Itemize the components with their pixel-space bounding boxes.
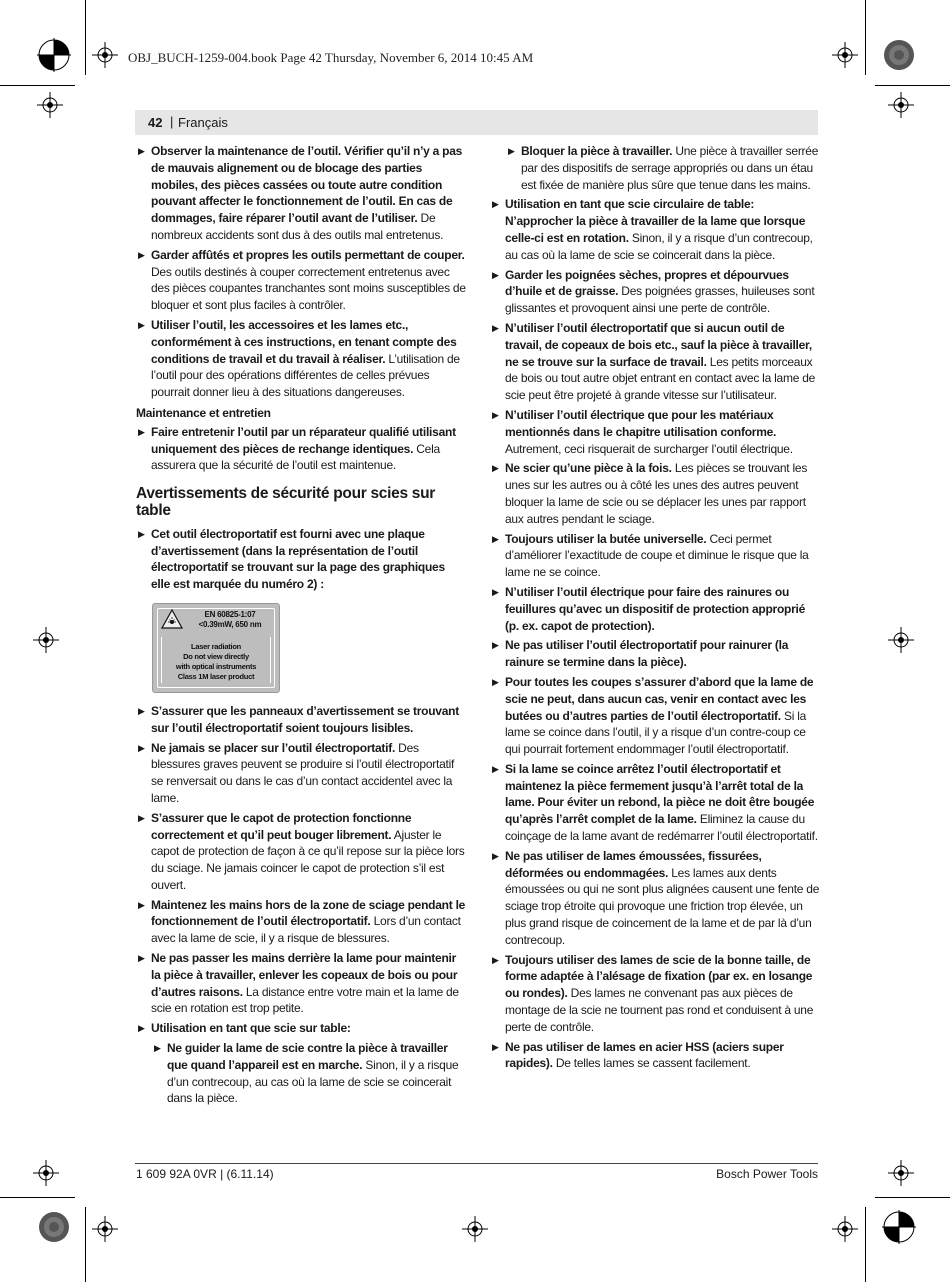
registration-mark-top-left bbox=[37, 38, 71, 72]
safety-sub-item bbox=[152, 1040, 466, 1107]
safety-item bbox=[136, 740, 466, 807]
safety-item bbox=[490, 761, 820, 845]
item-text: Sinon, il y a risque d’un contrecoup, au cas où la lame de scie se coincerait dans la pièce. bbox=[505, 230, 813, 262]
crosshair-mark-upper-left bbox=[37, 92, 63, 118]
print-file-header: OBJ_BUCH-1259-004.book Page 42 Thursday, November 6, 2014 10:45 AM bbox=[128, 50, 534, 65]
safety-item bbox=[136, 424, 466, 474]
item-text: L’utilisation de l’outil pour des opérations différentes de celles prévues pourrait donner lieu à des situations dangereuses. bbox=[151, 351, 460, 400]
item-text: La distance entre votre main et la lame de scie en rotation est trop petite. bbox=[151, 984, 459, 1016]
safety-item bbox=[136, 1020, 466, 1037]
item-text: Autrement, ceci risquerait de surcharger l’outil électrique. bbox=[505, 441, 793, 456]
footer-doc-number: 1 609 92A 0VR | (6.11.14) bbox=[136, 1167, 274, 1181]
safety-item bbox=[490, 407, 820, 457]
laser-warning-icon bbox=[161, 609, 183, 634]
header-separator: | bbox=[170, 114, 174, 129]
safety-item bbox=[490, 674, 820, 758]
footer-brand: Bosch Power Tools bbox=[716, 1167, 818, 1181]
item-text: Des blessures graves peuvent se produire si l’outil électroportatif se renversait ou dans le cas d’un contact accidentel avec la lame. bbox=[151, 740, 455, 805]
crop-line bbox=[865, 1207, 866, 1282]
safety-item bbox=[136, 247, 466, 314]
safety-item bbox=[490, 1039, 820, 1073]
item-bold: Toujours utiliser des lames de scie de la bonne taille, de forme adaptée à l’alésage de fixation (par ex. en losange ou rondes). bbox=[505, 952, 813, 1001]
page-header-band bbox=[135, 110, 818, 135]
crosshair-mark-bottom-left bbox=[92, 1216, 118, 1242]
safety-item bbox=[490, 460, 820, 527]
crop-line bbox=[875, 85, 950, 86]
item-bold: N’utiliser l’outil électrique pour faire des rainures ou feuillures qu’avec un dispositif de protection approprié (p. ex. capot de protection). bbox=[505, 584, 806, 633]
item-text: Cela assurera que la sécurité de l’outil est maintenue. bbox=[151, 441, 440, 473]
crosshair-mark-lower-right bbox=[888, 1160, 914, 1186]
item-bold: Si la lame se coince arrêtez l’outil électroportatif et maintenez la pièce fermement jusqu’à l’arrêt total de la lame. Pour éviter un rebond, la pièce ne doit être bougée qu’après l’arrêt complet de la lame. bbox=[505, 761, 815, 827]
item-text: Des lames ne convenant pas aux pièces de montage de la scie ne tournent pas rond et conduisent à une perte de contrôle. bbox=[505, 986, 814, 1034]
item-text: Les lames aux dents émoussées ou qui ne sont plus alignées causent une fente de sciage trop étroite qui provoque une friction trop élevée, un plus grand risque de coincement de la lame et de par là d’un contrecoup. bbox=[505, 865, 820, 947]
item-bold: Toujours utiliser la butée universelle. bbox=[505, 531, 707, 546]
item-text: Une pièce à travailler serrée par des dispositifs de serrage appropriés ou dans un étau est fixée de manière plus sûre que tenue dans les mains. bbox=[521, 144, 819, 192]
crosshair-mark-mid-left bbox=[33, 627, 59, 653]
language-label: Français bbox=[178, 115, 228, 130]
footer-rule bbox=[135, 1163, 818, 1164]
crosshair-mark-top-right bbox=[832, 42, 858, 68]
item-bold: S’assurer que les panneaux d’avertissement se trouvant sur l’outil électroportatif soient toujours lisibles. bbox=[151, 703, 459, 735]
item-bold: Faire entretenir l’outil par un réparateur qualifié utilisant uniquement des pièces de rechange identiques. bbox=[151, 424, 456, 456]
item-text: De telles lames se cassent facilement. bbox=[552, 1056, 751, 1071]
item-bold: Ne pas utiliser l’outil électroportatif pour rainurer (la rainure se termine dans la pièce). bbox=[505, 638, 789, 670]
item-bold: N’utiliser l’outil électrique que pour les matériaux mentionnés dans le chapitre utilisation conforme. bbox=[505, 407, 777, 439]
crosshair-mark-mid-right bbox=[888, 627, 914, 653]
registration-mark-bottom-left bbox=[37, 1210, 71, 1244]
crosshair-mark-upper-right bbox=[888, 92, 914, 118]
label-warning-line: Class 1M laser product bbox=[177, 671, 255, 681]
registration-mark-bottom-right bbox=[882, 1210, 916, 1244]
label-power: <0.39mW, 650 nm bbox=[198, 619, 262, 629]
crosshair-mark-top-left bbox=[92, 42, 118, 68]
crop-line bbox=[865, 0, 866, 75]
safety-item bbox=[490, 531, 820, 581]
safety-item bbox=[490, 267, 820, 317]
item-bold: Utilisation en tant que scie circulaire de table: N’approcher la pièce à travailler de la lame que lorsque celle-ci est en rotation. bbox=[505, 197, 806, 245]
safety-item bbox=[136, 703, 466, 737]
item-text: Si la lame se coince dans l’outil, il y a risque d’un contre-coup ce qui pourrait fortement endommager l’outil électroportatif. bbox=[505, 708, 807, 757]
item-bold: Ne pas utiliser de lames émoussées, fissurées, déformées ou endommagées. bbox=[505, 848, 762, 880]
item-text: Les pièces se trouvant les unes sur les autres ou à côté les unes des autres peuvent bloquer la lame de scie ou se déplacer les unes par rapport aux autres pendant le sciage. bbox=[505, 461, 808, 526]
crop-line bbox=[85, 1207, 86, 1282]
item-text: Lors d’un contact avec la lame de scie, il y a risque de blessures. bbox=[151, 914, 461, 946]
label-standard-code: EN 60825-1:07 bbox=[204, 609, 256, 619]
item-text: Des poignées grasses, huileuses sont glissantes et provoquent ainsi une perte de contrôle. bbox=[505, 284, 815, 316]
item-bold: Ne jamais se placer sur l’outil électroportatif. bbox=[151, 740, 396, 755]
page-number: 42 bbox=[148, 115, 163, 130]
item-bold: Ne scier qu’une pièce à la fois. bbox=[505, 461, 672, 476]
safety-item bbox=[136, 950, 466, 1017]
safety-item bbox=[490, 584, 820, 634]
item-bold: Utilisation en tant que scie sur table: bbox=[151, 1021, 351, 1036]
crop-line bbox=[0, 85, 75, 86]
item-text: Les petits morceaux de bois ou tout autre objet entrant en contact avec la lame de scie peut être projeté à grande vitesse sur l’utilisateur. bbox=[505, 354, 816, 403]
registration-mark-top-right bbox=[882, 38, 916, 72]
safety-item bbox=[136, 317, 466, 401]
warning-label-image bbox=[152, 603, 466, 693]
item-text: De nombreux accidents sont dus à des outils mal entretenus. bbox=[151, 211, 444, 242]
item-text: Ceci permet d’améliorer l’exactitude de coupe et diminue le risque que la lame ne se coince. bbox=[505, 531, 809, 580]
crop-line bbox=[875, 1197, 950, 1198]
item-bold: Garder affûtés et propres les outils permettant de couper. bbox=[151, 247, 465, 262]
label-warning-line: with optical instruments bbox=[175, 661, 257, 671]
crop-line bbox=[0, 1197, 75, 1198]
item-text: Eliminez la cause du coinçage de la lame avant de redémarrer l’outil électroportatif. bbox=[505, 812, 818, 844]
right-column bbox=[490, 143, 820, 1075]
item-text: Sinon, il y a risque d’un contrecoup, au cas où la lame de scie se coincerait dans la pièce. bbox=[167, 1057, 459, 1106]
item-bold: Ne pas utiliser de lames en acier HSS (aciers super rapides). bbox=[505, 1039, 784, 1071]
safety-item bbox=[490, 637, 820, 671]
item-bold: Garder les poignées sèches, propres et dépourvues d’huile et de graisse. bbox=[505, 267, 789, 299]
left-column bbox=[136, 143, 466, 1110]
item-bold: Ne guider la lame de scie contre la pièce à travailler que quand l’appareil est en marche. bbox=[167, 1041, 448, 1072]
crosshair-mark-lower-left bbox=[33, 1160, 59, 1186]
safety-item bbox=[136, 897, 466, 947]
label-warning-line: Laser radiation bbox=[190, 641, 242, 651]
label-warning-line: Do not view directly bbox=[183, 651, 249, 661]
safety-item bbox=[136, 810, 466, 894]
item-bold: N’utiliser l’outil électroportatif que si aucun outil de travail, de copeaux de bois etc., sauf la pièce à travailler, ne se trouve sur la surface de travail. bbox=[505, 320, 812, 369]
maintenance-heading: Maintenance et entretien bbox=[136, 405, 271, 420]
crosshair-mark-bottom-right bbox=[832, 1216, 858, 1242]
safety-item bbox=[136, 526, 466, 593]
safety-item bbox=[490, 952, 820, 1036]
label-warning-text bbox=[157, 642, 275, 682]
item-bold: Maintenez les mains hors de la zone de sciage pendant le fonctionnement de l’outil électroportatif. bbox=[151, 897, 466, 929]
safety-item bbox=[490, 196, 820, 263]
item-text: Ajuster le capot de protection de façon à ce qu’il repose sur la pièce lors du sciage. Ne jamais coincer le capot de protection s’il est ouvert. bbox=[151, 827, 465, 892]
safety-item bbox=[490, 848, 820, 949]
safety-item bbox=[136, 143, 466, 244]
item-bold: Cet outil électroportatif est fourni avec une plaque d’avertissement (dans la représentation de l’outil électroportatif se trouvant sur la page des graphiques elle est marquée du numéro 2) : bbox=[151, 526, 445, 592]
section-heading: Avertissements de sécurité pour scies sur table bbox=[136, 485, 435, 519]
item-bold: S’assurer que le capot de protection fonctionne correctement et qu’il peut bouger librement. bbox=[151, 810, 412, 842]
item-bold: Bloquer la pièce à travailler. bbox=[521, 144, 673, 158]
laser-warning-label bbox=[152, 603, 280, 693]
label-standard bbox=[187, 610, 273, 630]
crop-line bbox=[85, 0, 86, 75]
item-bold: Utiliser l’outil, les accessoires et les lames etc., conformément à ces instructions, en tenant compte des conditions de travail et du travail à réaliser. bbox=[151, 317, 457, 366]
item-text: Des outils destinés à couper correctement entretenus avec des pièces coupantes tranchantes sont moins susceptibles de bloquer et sont plus faciles à contrôler. bbox=[151, 264, 466, 313]
safety-sub-item bbox=[506, 143, 820, 193]
item-bold: Pour toutes les coupes s’assurer d’abord que la lame de scie ne peut, dans aucun cas, venir en contact avec les butées ou d’autres parties de l’outil électroportatif. bbox=[505, 674, 814, 723]
safety-item bbox=[490, 320, 820, 404]
crosshair-mark-bottom-center bbox=[462, 1216, 488, 1242]
item-bold: Observer la maintenance de l’outil. Vérifier qu’il n’y a pas de mauvais alignement ou de blocage des parties mobiles, des pièces cassées ou toute autre condition pouvant affecter le fonctionnement de l’outil. En cas de dommages, faire réparer l’outil avant de l’utiliser. bbox=[151, 144, 463, 226]
item-bold: Ne pas passer les mains derrière la lame pour maintenir la pièce à travailler, enlever les copeaux de bois ou pour d’autres raisons. bbox=[151, 951, 458, 999]
